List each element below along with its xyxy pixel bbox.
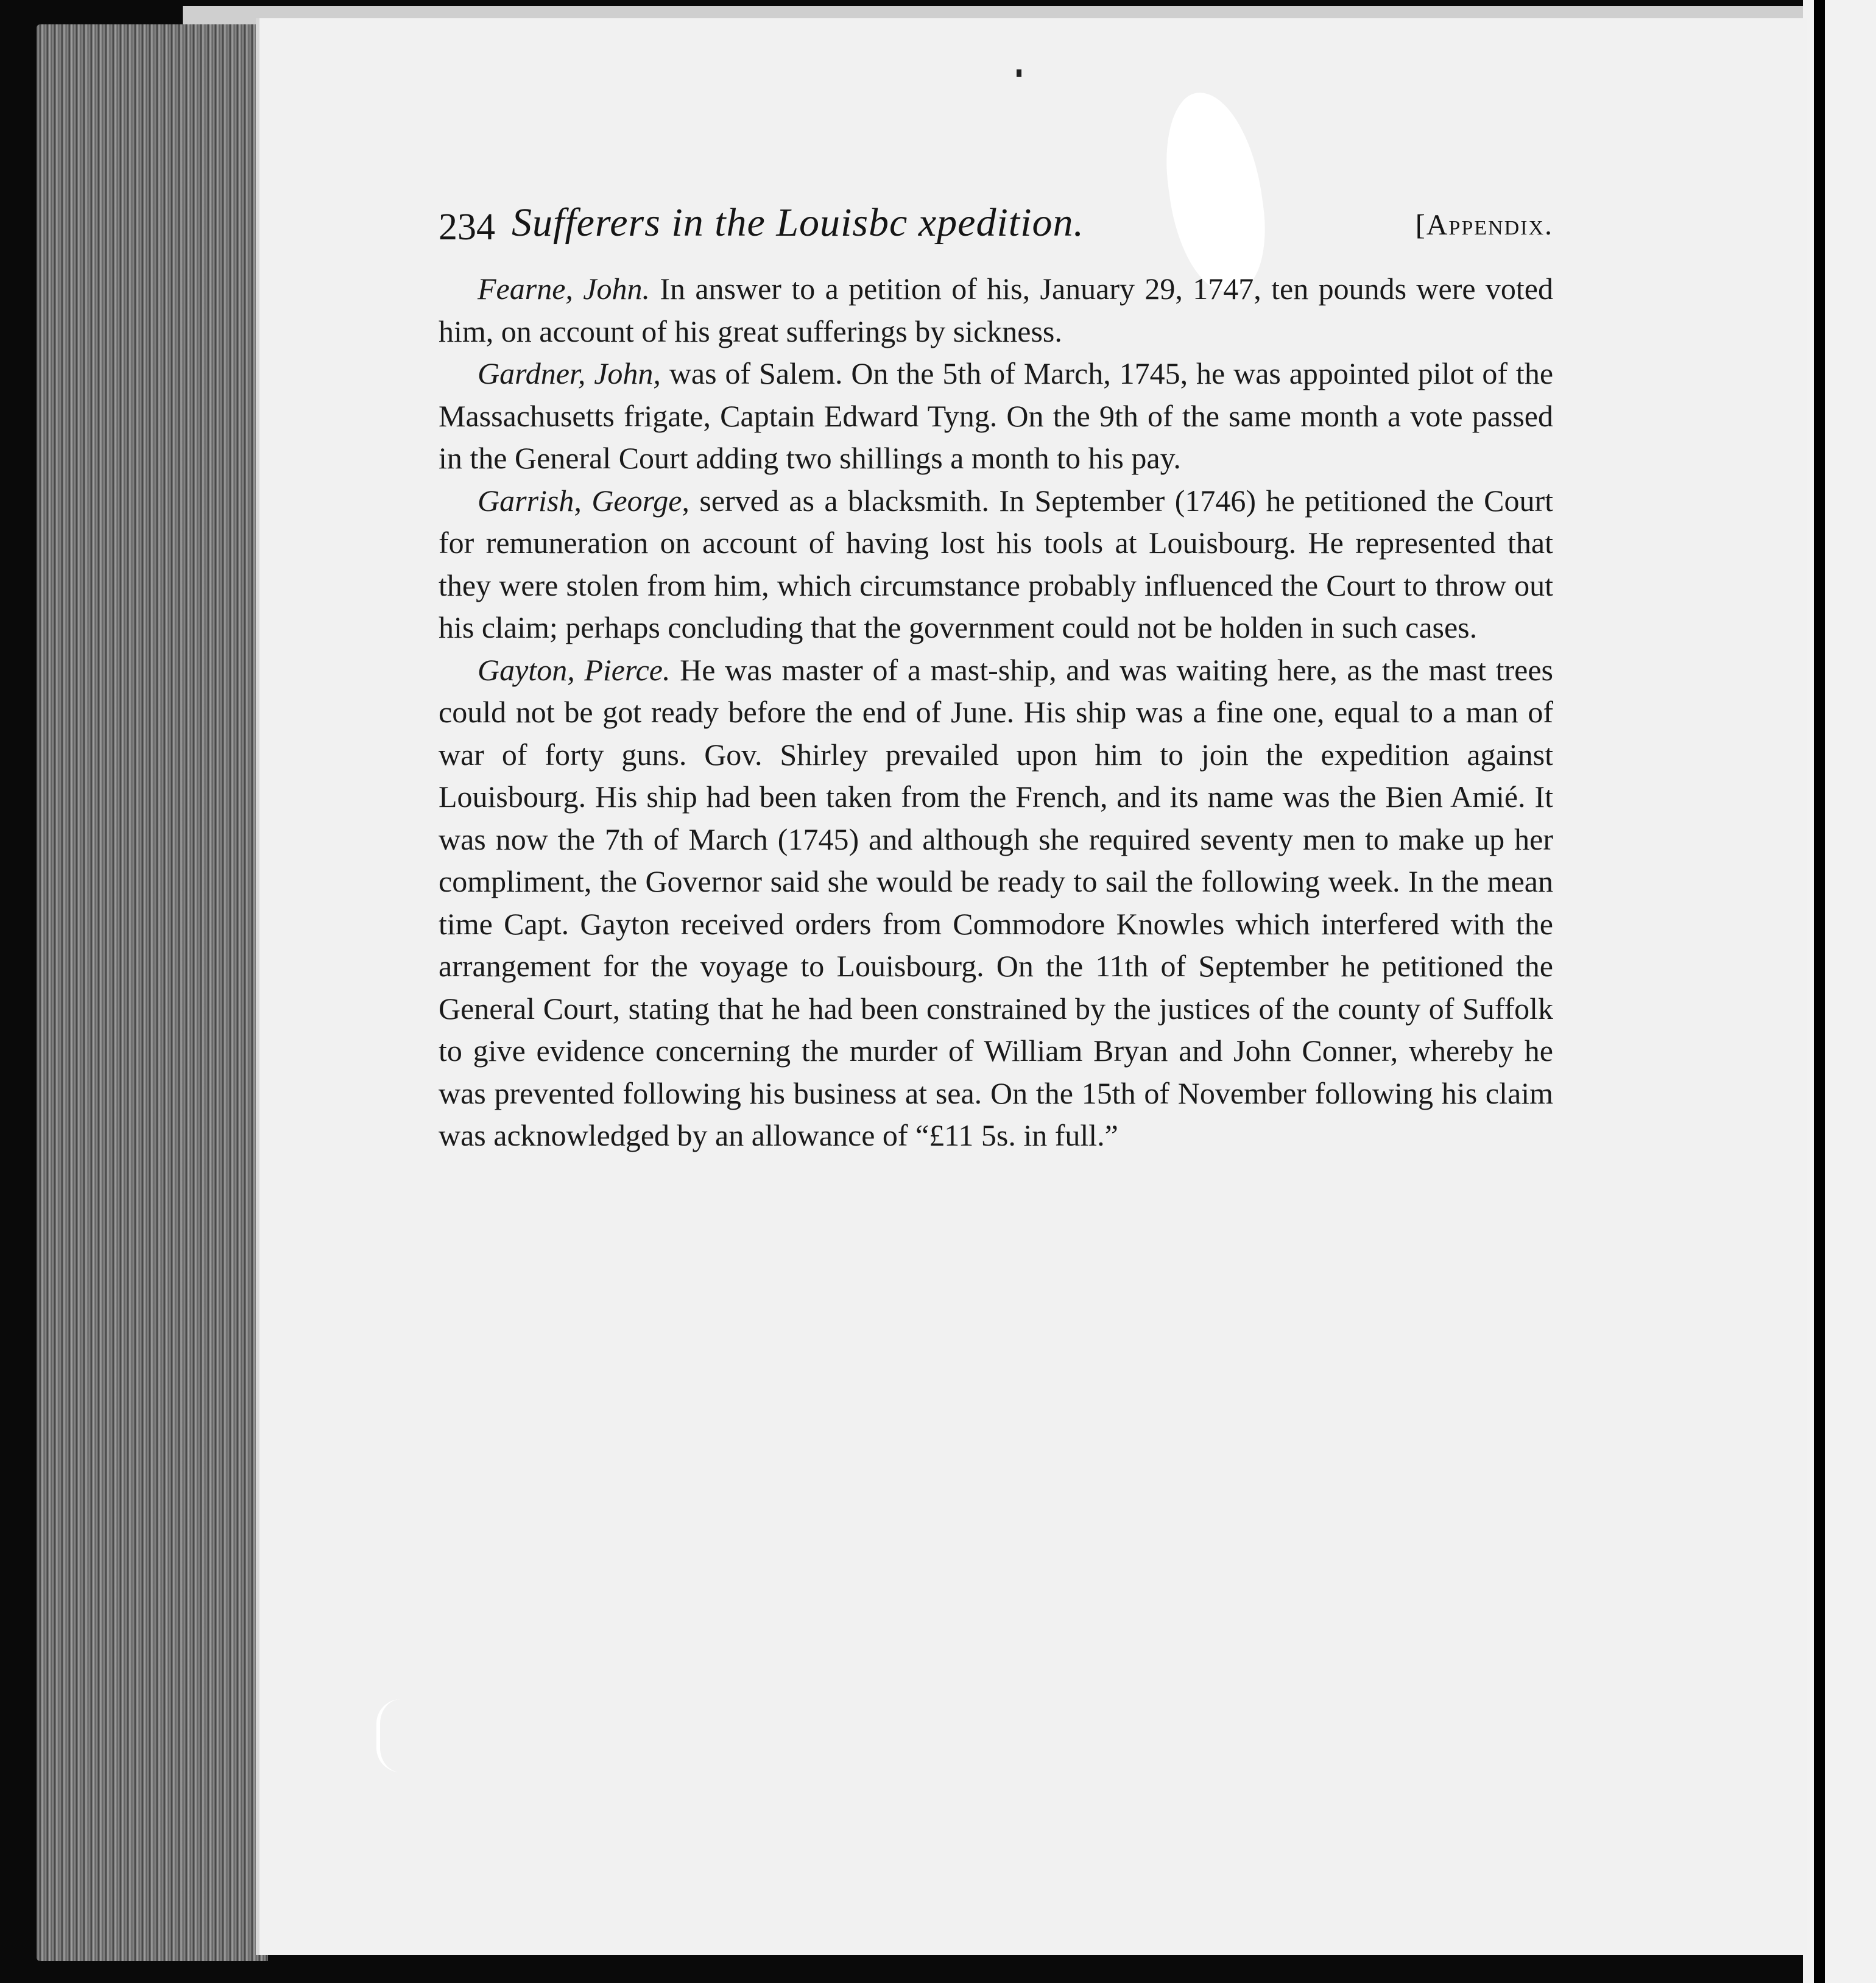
entry-name: Gayton, Pierce. — [478, 652, 671, 687]
running-title: Sufferers in the Louisbc xpedition. — [512, 200, 1084, 245]
body-text — [439, 268, 1553, 1157]
entry-paragraph — [439, 649, 1553, 1157]
entry-paragraph — [439, 268, 1553, 353]
entry-text: served as a blacksmith. In September (1746) he petitioned the Court for remuneration on account of having lost his tools at Louisbourg. He represented that they were stolen from him, which circumstance probably influenced the Court to throw out his claim; perhaps concluding that the government could not be holden in such cases. — [439, 483, 1553, 644]
entry-paragraph — [439, 353, 1553, 480]
margin-mark — [376, 1699, 404, 1772]
entry-paragraph — [439, 480, 1553, 649]
entry-name: Garrish, George, — [478, 483, 689, 518]
entry-name: Fearne, John. — [478, 272, 650, 306]
ink-speck — [1017, 69, 1021, 77]
section-label: [Appendix. — [1415, 209, 1553, 241]
entry-text: He was master of a mast-ship, and was waiting here, as the mast trees could not be got ready before the end of June. His ship was a fine one, equal to a man of war of forty guns. Gov. Shirley prevailed upon him to join the expedition against Louisbourg. His ship had been taken from the French, and its name was the Bien Amié. It was now the 7th of March (1745) and although she required seventy men to make up her compliment, the Governor said she would be ready to sail the following week. In the mean time Capt. Gayton received orders from Commodore Knowles which interfered with the arrangement for the voyage to Louisbourg. On the 11th of September he petitioned the General Court, stating that he had been constrained by the justices of the county of Suffolk to give evidence concerning the murder of William Bryan and John Conner, whereby he was prevented following his business at sea. On the 15th of November following his claim was acknowledged by an allowance of “£11 5s. in full.” — [439, 652, 1553, 1152]
entry-text: In answer to a petition of his, January 29, 1747, ten pounds were voted him, on account of his great sufferings by sickness. — [439, 272, 1554, 348]
entry-name: Gardner, John, — [478, 356, 661, 390]
running-header — [439, 195, 1553, 250]
page-number: 234 — [439, 206, 495, 248]
binding-gutter-line — [1814, 0, 1825, 1983]
entry-text: was of Salem. On the 5th of March, 1745, he was appointed pilot of the Massachusetts frigate, Captain Edward Tyng. On the 9th of the same month a vote passed in the General Court adding two shillings a month to his pay. — [439, 356, 1554, 475]
book-page-edges — [37, 24, 268, 1961]
